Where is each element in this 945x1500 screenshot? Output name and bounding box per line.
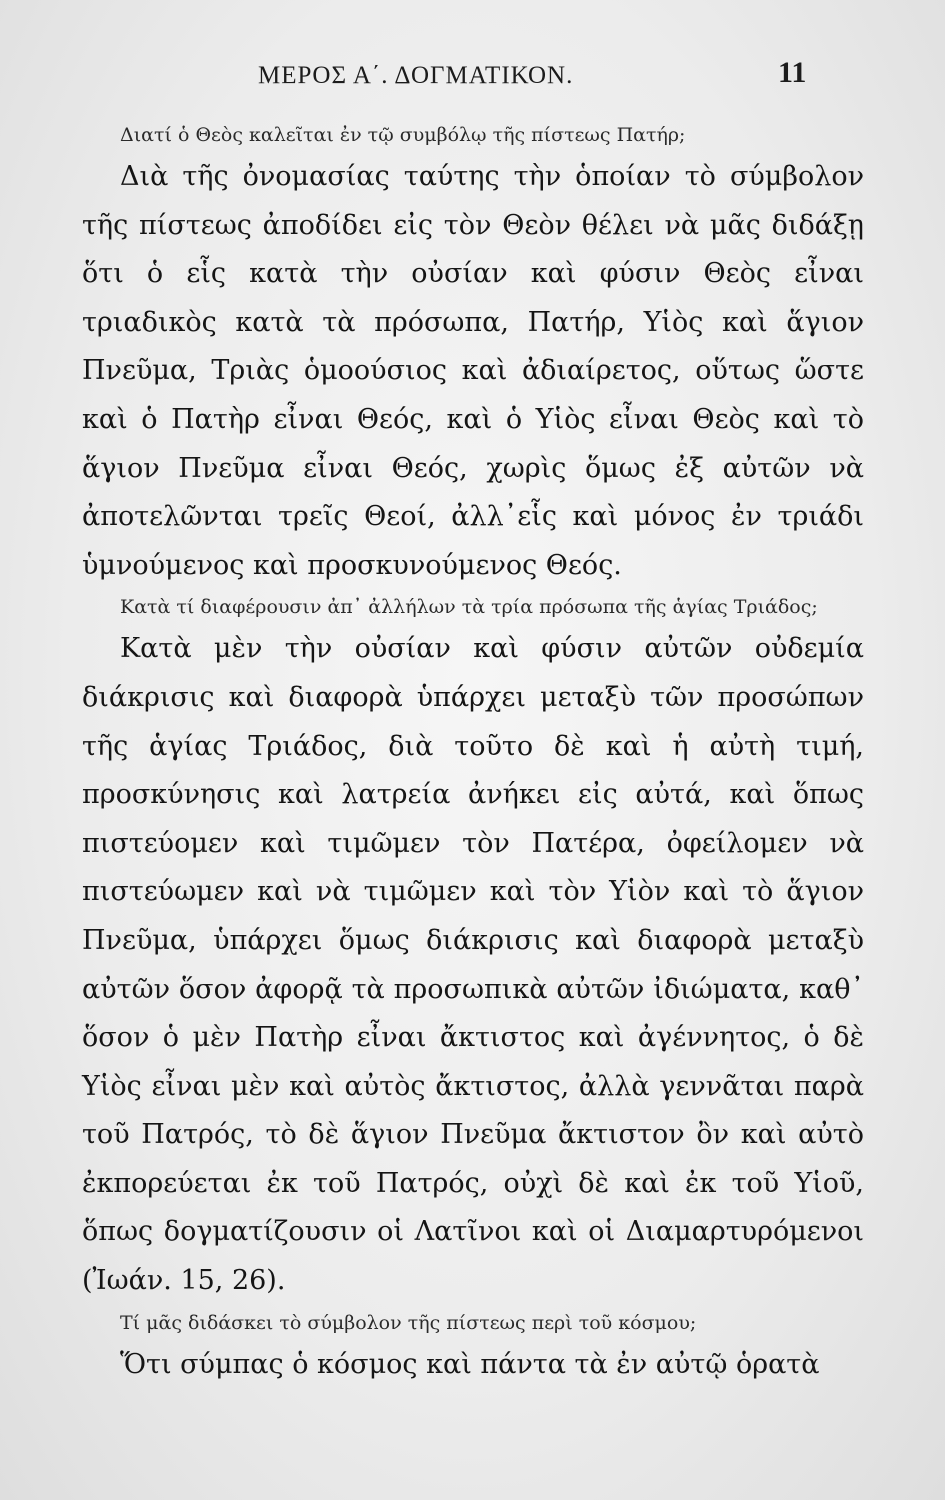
running-title: ΜΕΡΟΣ Α΄. ΔΟΓΜΑΤΙΚΟΝ. (258, 62, 574, 89)
answer-2: Κατὰ μὲν τὴν οὐσίαν καὶ φύσιν αὐτῶν οὐδεμία διάκρισις καὶ διαφορὰ ὑπάρχει μεταξὺ τῶν προσώπων τῆς ἁγίας Τριάδος, διὰ τοῦτο δὲ καὶ ἡ αὐτὴ τιμή, προσκύνησις καὶ λατρεία ἀνήκει εἰς αὐτά, καὶ ὅπως πιστεύομεν καὶ τιμῶμεν τὸν Πατέρα, ὀφείλομεν νὰ πιστεύωμεν καὶ νὰ τιμῶμεν καὶ τὸν Υἱὸν καὶ τὸ ἅγιον Πνεῦμα, ὑπάρχει ὅμως διάκρισις καὶ διαφορὰ μεταξὺ αὐτῶν ὅσον ἀφορᾷ τὰ προσωπικὰ αὐτῶν ἰδιώματα, καθ᾿ ὅσον ὁ μὲν Πατὴρ εἶναι ἄκτιστος καὶ ἀγέννητος, ὁ δὲ Υἱὸς εἶναι μὲν καὶ αὐτὸς ἄκτιστος, ἀλλὰ γεννᾶται παρὰ τοῦ Πατρός, τὸ δὲ ἅγιον Πνεῦμα ἄκτιστον ὂν καὶ αὐτὸ ἐκπορεύεται ἐκ τοῦ Πατρός, οὐχὶ δὲ καὶ ἐκ τοῦ Υἱοῦ, ὅπως δογματίζουσιν οἱ Λατῖνοι καὶ οἱ Διαμαρτυρόμενοι (Ἰωάν. 15, 26). (82, 633, 864, 1297)
answer-1: Διὰ τῆς ὀνομασίας ταύτης τὴν ὁποίαν τὸ σύμβολον τῆς πίστεως ἀποδίδει εἰς τὸν Θεὸν θέλει νὰ μᾶς διδάξῃ ὅτι ὁ εἷς κατὰ τὴν οὐσίαν καὶ φύσιν Θεὸς εἶναι τριαδικὸς κατὰ τὰ πρόσωπα, Πατήρ, Υἱὸς καὶ ἅγιον Πνεῦμα, Τριὰς ὁμοούσιος καὶ ἀδιαίρετος, οὕτως ὥστε καὶ ὁ Πατὴρ εἶναι Θεός, καὶ ὁ Υἱὸς εἶναι Θεὸς καὶ τὸ ἅγιον Πνεῦμα εἶναι Θεός, χωρὶς ὅμως ἐξ αὐτῶν νὰ ἀποτελῶνται τρεῖς Θεοί, ἀλλ᾿εἷς καὶ μόνος ἐν τριάδι ὑμνούμενος καὶ προσκυνούμενος Θεός. (82, 161, 864, 581)
question-2: Κατὰ τί διαφέρουσιν ἀπ᾿ ἀλλήλων τὰ τρία πρόσωπα τῆς ἁγίας Τριάδος; (120, 596, 818, 619)
question-1: Διατί ὁ Θεὸς καλεῖται ἐν τῷ συμβόλῳ τῆς πίστεως Πατήρ; (120, 124, 686, 146)
answer-3: Ὅτι σύμπας ὁ κόσμος καὶ πάντα τὰ ἐν αὐτῷ ὁρατὰ (120, 1348, 820, 1380)
page-body (82, 118, 864, 1389)
page-number: 11 (778, 56, 807, 89)
question-3: Τί μᾶς διδάσκει τὸ σύμβολον τῆς πίστεως περὶ τοῦ κόσμου; (120, 1311, 697, 1334)
page-header (0, 56, 945, 102)
